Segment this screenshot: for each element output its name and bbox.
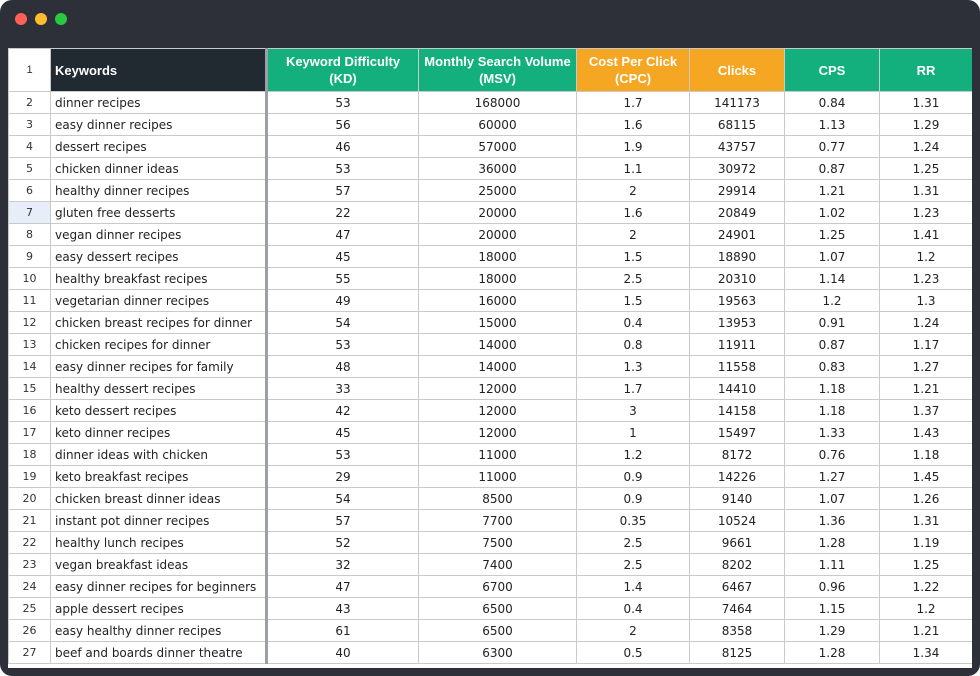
- msv-cell[interactable]: 7400: [419, 554, 577, 576]
- cps-column-header[interactable]: CPS: [785, 49, 880, 92]
- cps-cell[interactable]: 0.83: [785, 356, 880, 378]
- cps-cell[interactable]: 0.87: [785, 334, 880, 356]
- cpc-cell[interactable]: 2: [577, 224, 690, 246]
- cpc-cell[interactable]: 1.6: [577, 114, 690, 136]
- cpc-cell[interactable]: 1.1: [577, 158, 690, 180]
- kd-cell[interactable]: 54: [267, 488, 419, 510]
- kd-cell[interactable]: 55: [267, 268, 419, 290]
- rr-cell[interactable]: 1.45: [880, 466, 973, 488]
- row-number-cell[interactable]: 7: [9, 202, 51, 224]
- clicks-cell[interactable]: 11911: [690, 334, 785, 356]
- rr-cell[interactable]: 1.26: [880, 488, 973, 510]
- clicks-cell[interactable]: 14410: [690, 378, 785, 400]
- cps-cell[interactable]: 1.33: [785, 422, 880, 444]
- kd-cell[interactable]: 33: [267, 378, 419, 400]
- clicks-cell[interactable]: 6467: [690, 576, 785, 598]
- table-row: [9, 334, 973, 356]
- msv-cell[interactable]: 12000: [419, 378, 577, 400]
- rr-cell[interactable]: 1.34: [880, 642, 973, 664]
- clicks-cell[interactable]: 14158: [690, 400, 785, 422]
- msv-cell[interactable]: 57000: [419, 136, 577, 158]
- clicks-cell[interactable]: 15497: [690, 422, 785, 444]
- rr-cell[interactable]: 1.24: [880, 136, 973, 158]
- rr-cell[interactable]: 1.31: [880, 92, 973, 114]
- keyword-cell[interactable]: vegan dinner recipes: [51, 224, 267, 246]
- keyword-cell[interactable]: beef and boards dinner theatre: [51, 642, 267, 664]
- cps-cell[interactable]: 1.13: [785, 114, 880, 136]
- cps-cell[interactable]: 1.28: [785, 532, 880, 554]
- rr-cell[interactable]: 1.43: [880, 422, 973, 444]
- row-number-cell[interactable]: 5: [9, 158, 51, 180]
- cps-cell[interactable]: 1.18: [785, 378, 880, 400]
- cps-cell[interactable]: 1.15: [785, 598, 880, 620]
- cps-cell[interactable]: 1.28: [785, 642, 880, 664]
- msv-cell[interactable]: 7700: [419, 510, 577, 532]
- table-row: [9, 532, 973, 554]
- rr-cell[interactable]: 1.24: [880, 312, 973, 334]
- table-row: [9, 312, 973, 334]
- keyword-cell[interactable]: vegan breakfast ideas: [51, 554, 267, 576]
- table-row: [9, 576, 973, 598]
- clicks-cell[interactable]: 18890: [690, 246, 785, 268]
- msv-cell[interactable]: 11000: [419, 466, 577, 488]
- msv-cell[interactable]: 60000: [419, 114, 577, 136]
- table-row: [9, 554, 973, 576]
- row-number-cell[interactable]: 8: [9, 224, 51, 246]
- table-row: [9, 180, 973, 202]
- kd-header-line2: (KD): [329, 71, 357, 86]
- rr-cell[interactable]: 1.3: [880, 290, 973, 312]
- clicks-cell[interactable]: 14226: [690, 466, 785, 488]
- cpc-header-line2: (CPC): [614, 71, 652, 86]
- row-number-cell[interactable]: 17: [9, 422, 51, 444]
- msv-cell[interactable]: 20000: [419, 224, 577, 246]
- cpc-cell[interactable]: 2.5: [577, 532, 690, 554]
- row-number-cell[interactable]: 23: [9, 554, 51, 576]
- keyword-cell[interactable]: instant pot dinner recipes: [51, 510, 267, 532]
- cps-cell[interactable]: 1.36: [785, 510, 880, 532]
- clicks-cell[interactable]: 8358: [690, 620, 785, 642]
- rr-cell[interactable]: 1.17: [880, 334, 973, 356]
- msv-cell[interactable]: 12000: [419, 400, 577, 422]
- table-row: [9, 158, 973, 180]
- table-row: [9, 268, 973, 290]
- msv-cell[interactable]: 36000: [419, 158, 577, 180]
- clicks-cell[interactable]: 43757: [690, 136, 785, 158]
- table-row: [9, 246, 973, 268]
- cpc-cell[interactable]: 1.5: [577, 290, 690, 312]
- keywords-column-header[interactable]: Keywords: [51, 49, 267, 92]
- kd-cell[interactable]: 46: [267, 136, 419, 158]
- msv-cell[interactable]: 11000: [419, 444, 577, 466]
- kd-column-header[interactable]: [267, 49, 419, 92]
- msv-header-line1: Monthly Search Volume: [424, 54, 571, 69]
- msv-cell[interactable]: 6500: [419, 620, 577, 642]
- maximize-window-button[interactable]: [55, 13, 67, 25]
- keyword-cell[interactable]: chicken recipes for dinner: [51, 334, 267, 356]
- cps-cell[interactable]: 1.07: [785, 246, 880, 268]
- table-row: [9, 290, 973, 312]
- clicks-cell[interactable]: 141173: [690, 92, 785, 114]
- clicks-cell[interactable]: 24901: [690, 224, 785, 246]
- cps-cell[interactable]: 0.87: [785, 158, 880, 180]
- rr-cell[interactable]: 1.29: [880, 114, 973, 136]
- cps-cell[interactable]: 1.2: [785, 290, 880, 312]
- table-row: [9, 510, 973, 532]
- msv-cell[interactable]: 15000: [419, 312, 577, 334]
- table-row: [9, 598, 973, 620]
- kd-cell[interactable]: 45: [267, 246, 419, 268]
- table-row: [9, 444, 973, 466]
- row-number-cell[interactable]: 10: [9, 268, 51, 290]
- cpc-column-header[interactable]: [577, 49, 690, 92]
- row-number-cell[interactable]: 6: [9, 180, 51, 202]
- kd-cell[interactable]: 53: [267, 92, 419, 114]
- cps-cell[interactable]: 1.29: [785, 620, 880, 642]
- row-number-cell[interactable]: 2: [9, 92, 51, 114]
- keyword-cell[interactable]: dinner ideas with chicken: [51, 444, 267, 466]
- clicks-cell[interactable]: 29914: [690, 180, 785, 202]
- table-row: [9, 224, 973, 246]
- cps-cell[interactable]: 1.21: [785, 180, 880, 202]
- cps-cell[interactable]: 1.02: [785, 202, 880, 224]
- msv-cell[interactable]: 14000: [419, 334, 577, 356]
- clicks-cell[interactable]: 19563: [690, 290, 785, 312]
- msv-cell[interactable]: 18000: [419, 246, 577, 268]
- rr-cell[interactable]: 1.18: [880, 444, 973, 466]
- row-number-cell[interactable]: 22: [9, 532, 51, 554]
- kd-cell[interactable]: 40: [267, 642, 419, 664]
- row-number-cell[interactable]: 9: [9, 246, 51, 268]
- clicks-cell[interactable]: 9661: [690, 532, 785, 554]
- msv-cell[interactable]: 7500: [419, 532, 577, 554]
- rr-cell[interactable]: 1.23: [880, 268, 973, 290]
- keyword-cell[interactable]: easy dinner recipes for family: [51, 356, 267, 378]
- clicks-cell[interactable]: 68115: [690, 114, 785, 136]
- row-number-cell[interactable]: 16: [9, 400, 51, 422]
- cpc-cell[interactable]: 0.4: [577, 312, 690, 334]
- msv-cell[interactable]: 25000: [419, 180, 577, 202]
- keyword-table: [8, 48, 972, 664]
- kd-cell[interactable]: 56: [267, 114, 419, 136]
- cpc-cell[interactable]: 1: [577, 422, 690, 444]
- table-row: [9, 136, 973, 158]
- kd-cell[interactable]: 53: [267, 444, 419, 466]
- cpc-cell[interactable]: 1.5: [577, 246, 690, 268]
- kd-cell[interactable]: 57: [267, 180, 419, 202]
- cps-cell[interactable]: 1.14: [785, 268, 880, 290]
- clicks-cell[interactable]: 8172: [690, 444, 785, 466]
- cpc-cell[interactable]: 2.5: [577, 554, 690, 576]
- keyword-cell[interactable]: chicken breast recipes for dinner: [51, 312, 267, 334]
- kd-cell[interactable]: 57: [267, 510, 419, 532]
- cps-cell[interactable]: 0.76: [785, 444, 880, 466]
- row-number-cell[interactable]: 27: [9, 642, 51, 664]
- msv-cell[interactable]: 6300: [419, 642, 577, 664]
- rr-cell[interactable]: 1.25: [880, 158, 973, 180]
- rr-cell[interactable]: 1.22: [880, 576, 973, 598]
- cpc-cell[interactable]: 0.35: [577, 510, 690, 532]
- table-row: [9, 642, 973, 664]
- rr-cell[interactable]: 1.21: [880, 378, 973, 400]
- row-number-cell[interactable]: 26: [9, 620, 51, 642]
- msv-cell[interactable]: 12000: [419, 422, 577, 444]
- table-row: [9, 422, 973, 444]
- kd-cell[interactable]: 45: [267, 422, 419, 444]
- cps-cell[interactable]: 1.25: [785, 224, 880, 246]
- keyword-cell[interactable]: chicken dinner ideas: [51, 158, 267, 180]
- cpc-cell[interactable]: 0.8: [577, 334, 690, 356]
- cps-cell[interactable]: 1.11: [785, 554, 880, 576]
- row-number-cell[interactable]: 4: [9, 136, 51, 158]
- cpc-header-line1: Cost Per Click: [588, 54, 678, 69]
- clicks-cell[interactable]: 9140: [690, 488, 785, 510]
- keyword-cell[interactable]: chicken breast dinner ideas: [51, 488, 267, 510]
- kd-cell[interactable]: 47: [267, 576, 419, 598]
- keyword-cell[interactable]: keto dessert recipes: [51, 400, 267, 422]
- table-row: [9, 378, 973, 400]
- keyword-cell[interactable]: dessert recipes: [51, 136, 267, 158]
- table-row: [9, 488, 973, 510]
- kd-cell[interactable]: 29: [267, 466, 419, 488]
- kd-cell[interactable]: 53: [267, 158, 419, 180]
- msv-cell[interactable]: 16000: [419, 290, 577, 312]
- msv-column-header[interactable]: [419, 49, 577, 92]
- msv-cell[interactable]: 168000: [419, 92, 577, 114]
- row-number-header[interactable]: 1: [9, 49, 51, 92]
- table-row: [9, 466, 973, 488]
- cps-cell[interactable]: 0.96: [785, 576, 880, 598]
- clicks-cell[interactable]: 8202: [690, 554, 785, 576]
- row-number-cell[interactable]: 25: [9, 598, 51, 620]
- kd-cell[interactable]: 48: [267, 356, 419, 378]
- table-row: [9, 620, 973, 642]
- kd-cell[interactable]: 32: [267, 554, 419, 576]
- msv-cell[interactable]: 20000: [419, 202, 577, 224]
- kd-cell[interactable]: 53: [267, 334, 419, 356]
- clicks-cell[interactable]: 11558: [690, 356, 785, 378]
- row-number-cell[interactable]: 13: [9, 334, 51, 356]
- rr-cell[interactable]: 1.21: [880, 620, 973, 642]
- row-number-cell[interactable]: 3: [9, 114, 51, 136]
- msv-cell[interactable]: 14000: [419, 356, 577, 378]
- kd-cell[interactable]: 61: [267, 620, 419, 642]
- rr-cell[interactable]: 1.31: [880, 180, 973, 202]
- msv-cell[interactable]: 6500: [419, 598, 577, 620]
- close-window-button[interactable]: [15, 13, 27, 25]
- clicks-cell[interactable]: 20849: [690, 202, 785, 224]
- row-number-cell[interactable]: 14: [9, 356, 51, 378]
- cps-cell[interactable]: 0.84: [785, 92, 880, 114]
- clicks-column-header[interactable]: Clicks: [690, 49, 785, 92]
- cpc-cell[interactable]: 1.7: [577, 92, 690, 114]
- table-row: [9, 114, 973, 136]
- keyword-cell[interactable]: gluten free desserts: [51, 202, 267, 224]
- minimize-window-button[interactable]: [35, 13, 47, 25]
- cps-cell[interactable]: 1.27: [785, 466, 880, 488]
- clicks-cell[interactable]: 20310: [690, 268, 785, 290]
- keyword-cell[interactable]: apple dessert recipes: [51, 598, 267, 620]
- msv-header-line2: (MSV): [479, 71, 516, 86]
- cps-cell[interactable]: 0.91: [785, 312, 880, 334]
- table-body: [9, 92, 973, 664]
- rr-cell[interactable]: 1.2: [880, 598, 973, 620]
- keyword-cell[interactable]: keto dinner recipes: [51, 422, 267, 444]
- row-number-cell[interactable]: 24: [9, 576, 51, 598]
- rr-cell[interactable]: 1.27: [880, 356, 973, 378]
- cpc-cell[interactable]: 0.4: [577, 598, 690, 620]
- kd-cell[interactable]: 43: [267, 598, 419, 620]
- cpc-cell[interactable]: 1.7: [577, 378, 690, 400]
- clicks-cell[interactable]: 30972: [690, 158, 785, 180]
- table-row: [9, 400, 973, 422]
- keyword-cell[interactable]: healthy breakfast recipes: [51, 268, 267, 290]
- row-number-cell[interactable]: 19: [9, 466, 51, 488]
- kd-cell[interactable]: 49: [267, 290, 419, 312]
- table-row: [9, 92, 973, 114]
- table-row: [9, 356, 973, 378]
- keyword-cell[interactable]: dinner recipes: [51, 92, 267, 114]
- msv-cell[interactable]: 18000: [419, 268, 577, 290]
- cpc-cell[interactable]: 3: [577, 400, 690, 422]
- rr-cell[interactable]: 1.31: [880, 510, 973, 532]
- cpc-cell[interactable]: 2: [577, 620, 690, 642]
- keyword-cell[interactable]: easy dinner recipes: [51, 114, 267, 136]
- cpc-cell[interactable]: 0.5: [577, 642, 690, 664]
- kd-cell[interactable]: 42: [267, 400, 419, 422]
- msv-cell[interactable]: 6700: [419, 576, 577, 598]
- cps-cell[interactable]: 0.77: [785, 136, 880, 158]
- row-number-cell[interactable]: 18: [9, 444, 51, 466]
- row-number-cell[interactable]: 12: [9, 312, 51, 334]
- rr-cell[interactable]: 1.2: [880, 246, 973, 268]
- cpc-cell[interactable]: 1.3: [577, 356, 690, 378]
- cpc-cell[interactable]: 1.6: [577, 202, 690, 224]
- rr-cell[interactable]: 1.25: [880, 554, 973, 576]
- keyword-cell[interactable]: healthy dessert recipes: [51, 378, 267, 400]
- rr-cell[interactable]: 1.23: [880, 202, 973, 224]
- keyword-cell[interactable]: easy healthy dinner recipes: [51, 620, 267, 642]
- keyword-cell[interactable]: easy dessert recipes: [51, 246, 267, 268]
- kd-cell[interactable]: 52: [267, 532, 419, 554]
- clicks-cell[interactable]: 8125: [690, 642, 785, 664]
- cps-cell[interactable]: 1.18: [785, 400, 880, 422]
- keyword-cell[interactable]: healthy lunch recipes: [51, 532, 267, 554]
- keyword-cell[interactable]: keto breakfast recipes: [51, 466, 267, 488]
- keyword-cell[interactable]: healthy dinner recipes: [51, 180, 267, 202]
- cpc-cell[interactable]: 0.9: [577, 488, 690, 510]
- row-number-cell[interactable]: 21: [9, 510, 51, 532]
- row-number-cell[interactable]: 11: [9, 290, 51, 312]
- clicks-cell[interactable]: 13953: [690, 312, 785, 334]
- cpc-cell[interactable]: 2: [577, 180, 690, 202]
- clicks-cell[interactable]: 10524: [690, 510, 785, 532]
- kd-header-line1: Keyword Difficulty: [285, 54, 401, 69]
- keyword-cell[interactable]: easy dinner recipes for beginners: [51, 576, 267, 598]
- rr-cell[interactable]: 1.41: [880, 224, 973, 246]
- clicks-cell[interactable]: 7464: [690, 598, 785, 620]
- cpc-cell[interactable]: 1.2: [577, 444, 690, 466]
- rr-cell[interactable]: 1.37: [880, 400, 973, 422]
- header-row: [9, 49, 973, 92]
- cpc-cell[interactable]: 2.5: [577, 268, 690, 290]
- row-number-cell[interactable]: 15: [9, 378, 51, 400]
- row-number-cell[interactable]: 20: [9, 488, 51, 510]
- cpc-cell[interactable]: 0.9: [577, 466, 690, 488]
- cpc-cell[interactable]: 1.9: [577, 136, 690, 158]
- keyword-cell[interactable]: vegetarian dinner recipes: [51, 290, 267, 312]
- table-row: [9, 202, 973, 224]
- kd-cell[interactable]: 47: [267, 224, 419, 246]
- rr-column-header[interactable]: RR: [880, 49, 973, 92]
- cps-cell[interactable]: 1.07: [785, 488, 880, 510]
- cpc-cell[interactable]: 1.4: [577, 576, 690, 598]
- kd-cell[interactable]: 22: [267, 202, 419, 224]
- rr-cell[interactable]: 1.19: [880, 532, 973, 554]
- title-bar: [0, 0, 980, 40]
- spreadsheet: [8, 48, 972, 668]
- kd-cell[interactable]: 54: [267, 312, 419, 334]
- msv-cell[interactable]: 8500: [419, 488, 577, 510]
